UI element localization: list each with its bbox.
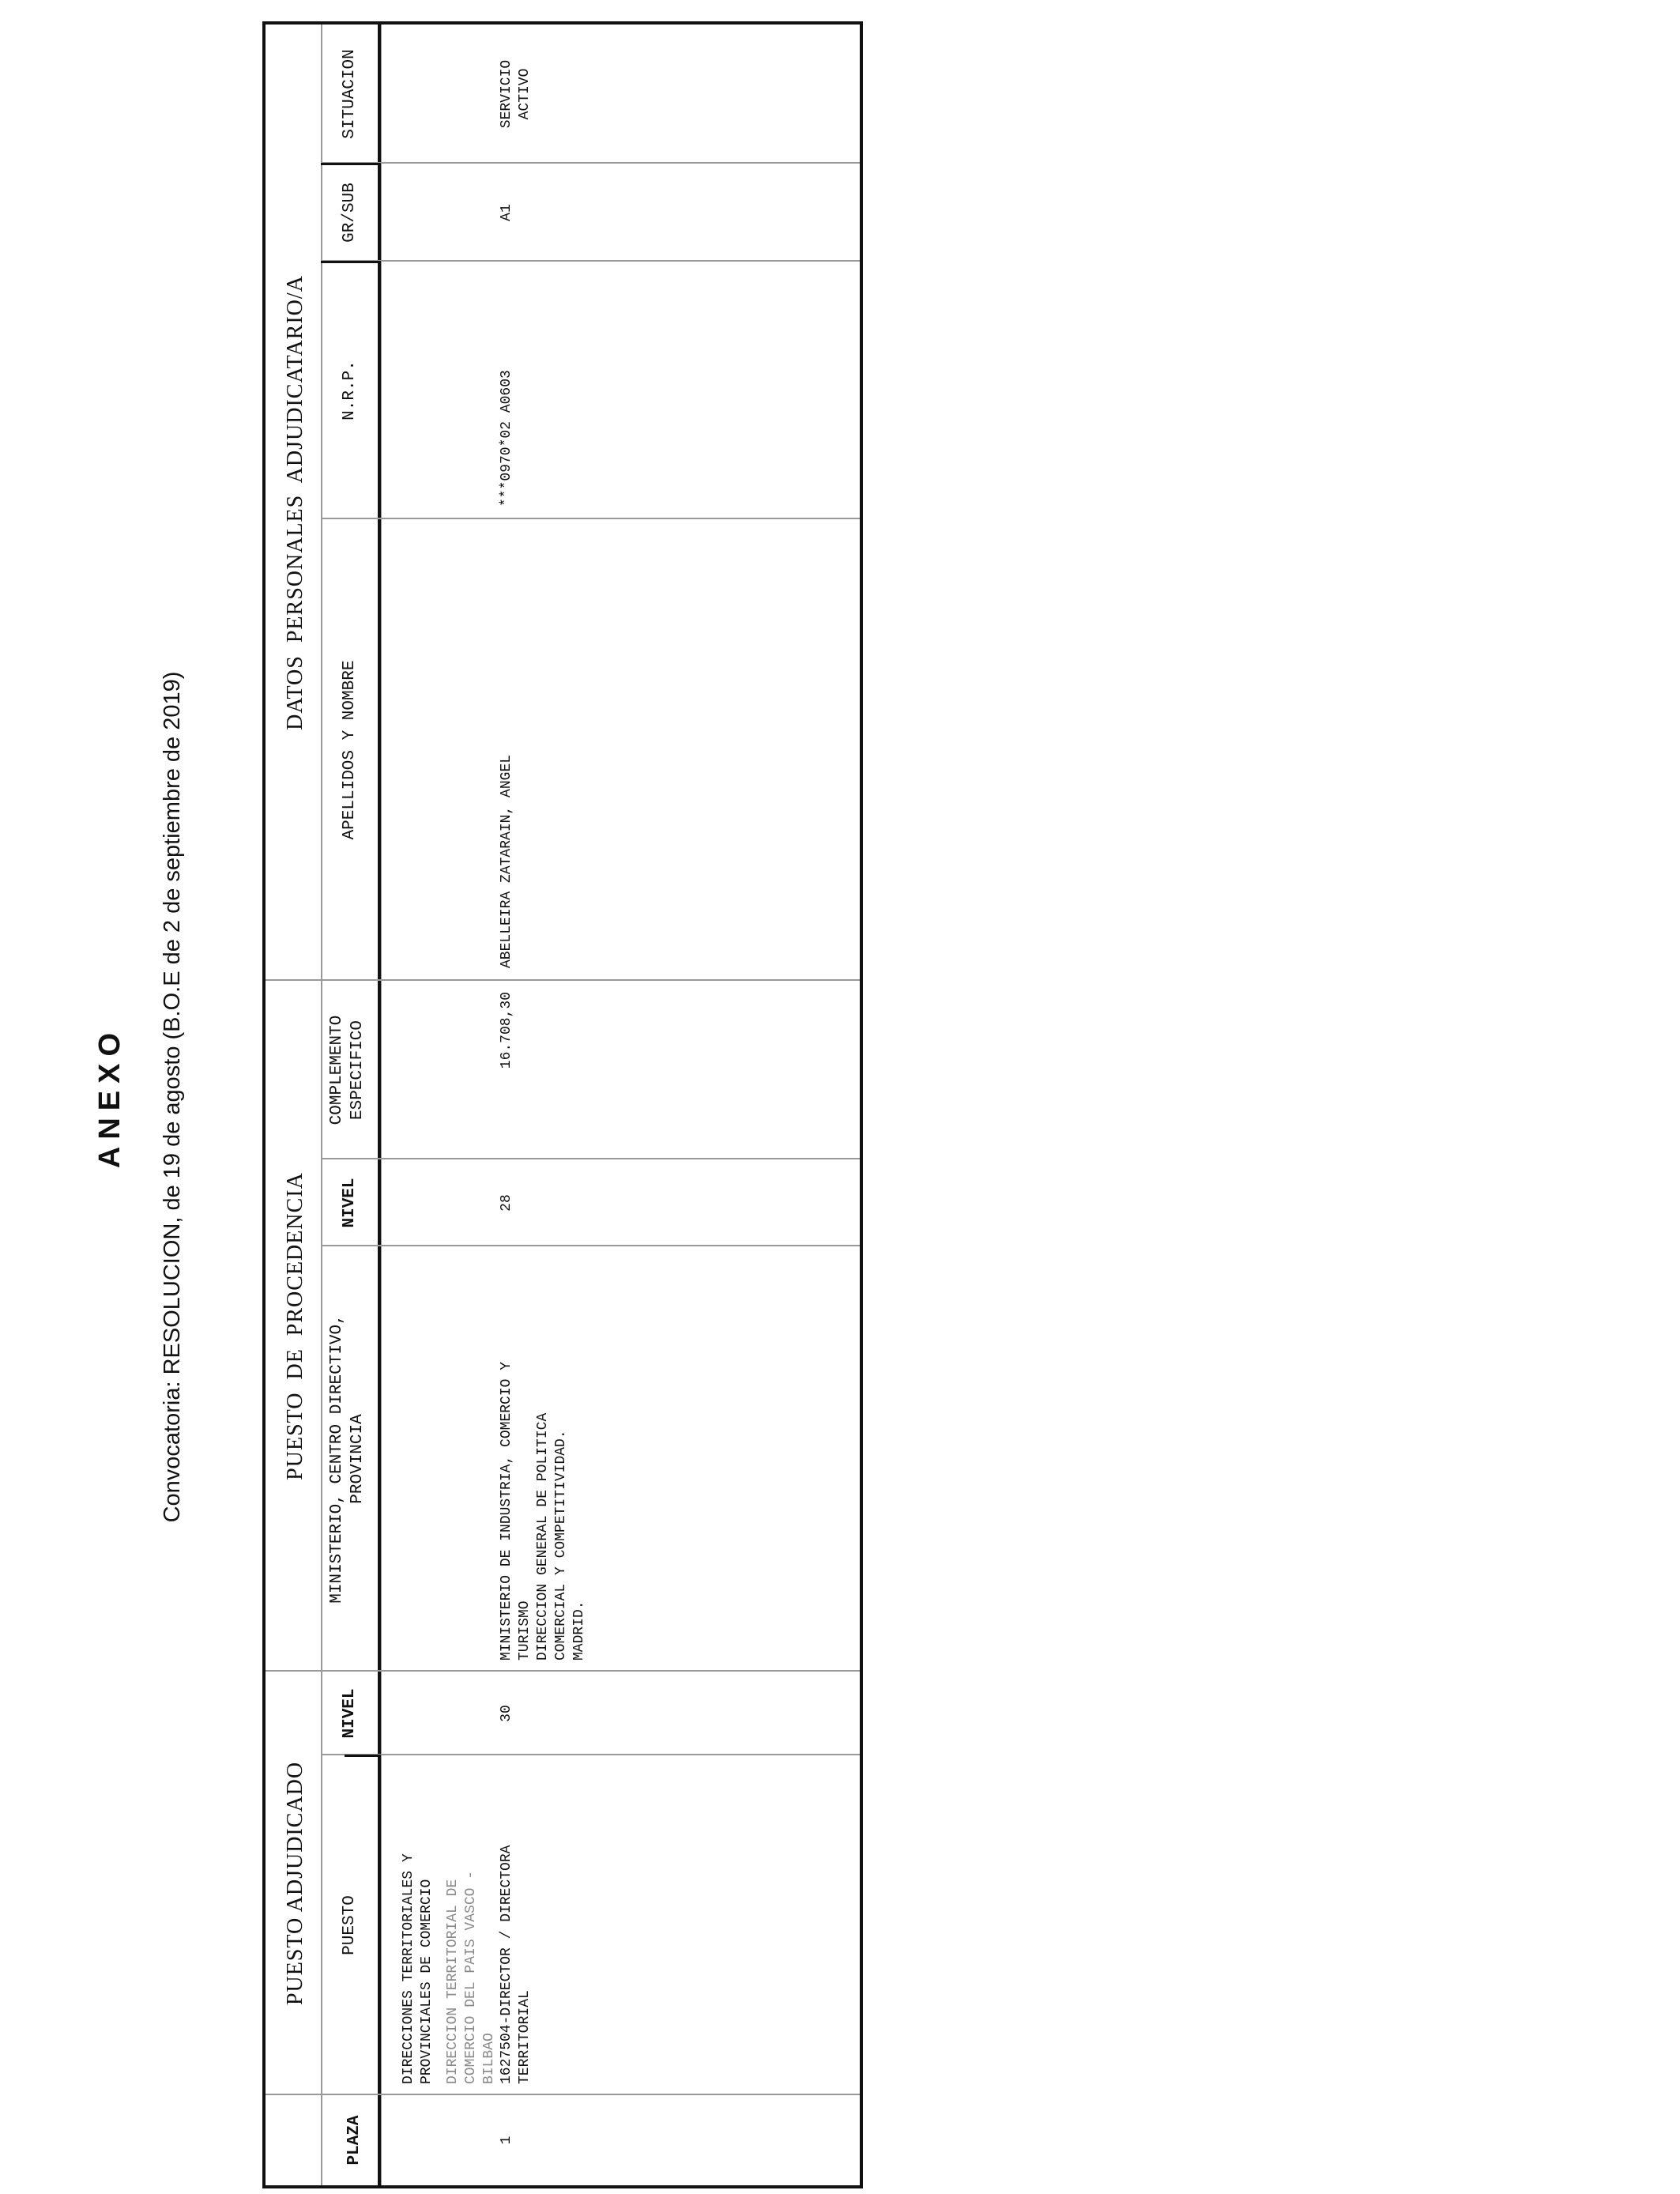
col-sep-nrp	[321, 260, 860, 262]
header-apellidos: APELLIDOS Y NOMBRE	[341, 660, 359, 840]
cell-situacion: SERVICIO ACTIVO	[499, 59, 533, 129]
header-plaza: PLAZA	[345, 2115, 363, 2166]
group-datos-personales: DATOS PERSONALES ADJUDICATARIO/A	[283, 275, 307, 730]
document-subtitle: Convocatoria: RESOLUCION, de 19 de agosto (B.O.E de 2 de septiembre de 2019)	[160, 671, 185, 1523]
section-group-label: DIRECCIONES TERRITORIALES Y PROVINCIALES DE COMERCIO	[401, 1853, 435, 2084]
cell-apellidos: ABELLEIRA ZATARAIN, ANGEL	[499, 754, 514, 968]
cell-nrp: ***0970*02 A0603	[499, 370, 514, 507]
col-sep-apellidos	[321, 518, 860, 519]
document-title: ANEXO	[93, 1025, 126, 1169]
header-puesto: PUESTO	[341, 1895, 359, 1955]
cell-ministerio: MINISTERIO DE INDUSTRIA, COMERCIO Y TURISMO DIRECCION GENERAL DE POLITICA COMERCIAL Y COMPETITIVIDAD. MADRID.	[499, 1361, 587, 1661]
cell-nivel: 30	[499, 1705, 514, 1722]
cell-puesto: 1627504-DIRECTOR / DIRECTORA TERRITORIAL	[499, 1845, 533, 2084]
group-puesto-procedencia: PUESTO DE PROCEDENCIA	[283, 1172, 307, 1480]
header-situacion: SITUACION	[341, 49, 359, 139]
cell-nivel-procedencia: 28	[499, 1194, 514, 1212]
adjudication-table	[262, 21, 863, 2188]
group-header-rule	[321, 25, 322, 2185]
header-complemento: COMPLEMENTO ESPECIFICO	[328, 1015, 367, 1125]
cell-grsub: A1	[499, 204, 514, 221]
header-double-rule	[381, 25, 382, 2185]
header-ministerio: MINISTERIO, CENTRO DIRECTIVO, PROVINCIA	[328, 1314, 367, 1604]
header-nivel: NIVEL	[341, 1688, 359, 1739]
header-nrp: N.R.P.	[341, 360, 359, 420]
col-sep-ministerio	[321, 1245, 860, 1246]
cell-plaza: 1	[499, 2136, 514, 2145]
col-sep-nivel-procedencia	[321, 1158, 860, 1159]
cell-complemento: 16.708,30	[499, 992, 514, 1069]
col-sep-puesto	[321, 1754, 860, 1755]
section-unit-label: DIRECCION TERRITORIAL DE COMERCIO DEL PAIS VASCO - BILBAO	[445, 1870, 497, 2084]
col-sep-grsub	[321, 162, 860, 164]
group-puesto-adjudicado: PUESTO ADJUDICADO	[283, 1761, 307, 2006]
header-nivel-procedencia: NIVEL	[341, 1178, 359, 1228]
header-grsub: GR/SUB	[341, 183, 359, 243]
